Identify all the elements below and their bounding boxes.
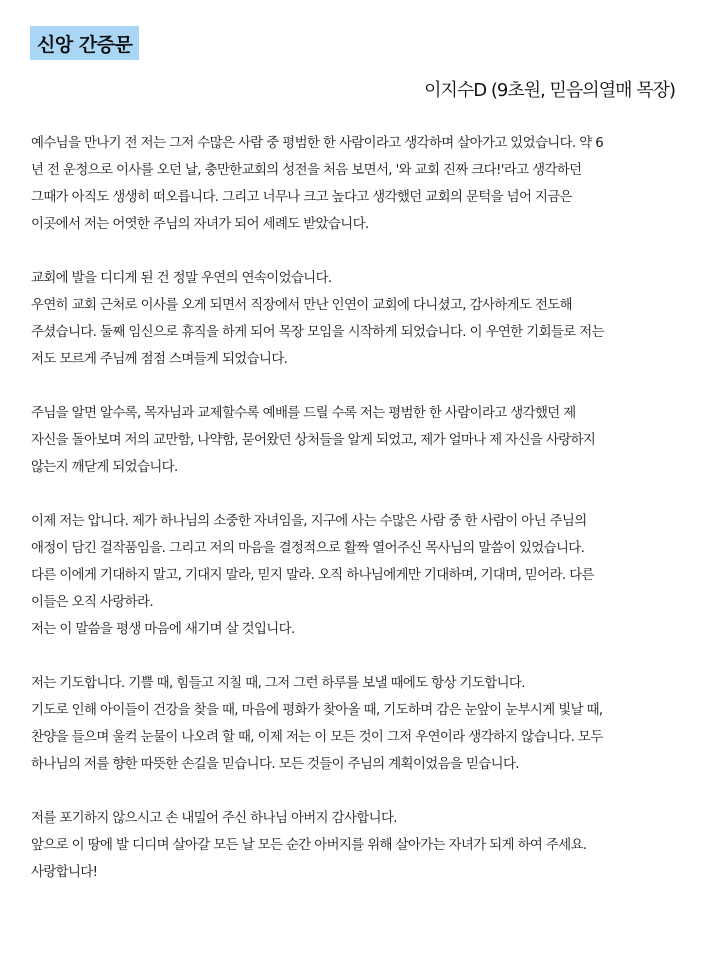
text-line: 그때가 아직도 생생히 떠오릅니다. 그리고 너무나 크고 높다고 생각했던 교회의 문턱을 넘어 지금은: [31, 190, 572, 205]
text-line: 저를 포기하지 않으시고 손 내밀어 주신 하나님 아버지 감사합니다.: [31, 811, 397, 826]
author-byline: 이지수D (9초원, 믿음의열매 목장): [424, 80, 675, 101]
text-line: 교회에 발을 디디게 된 건 정말 우연의 연속이었습니다.: [31, 271, 332, 286]
text-line: 사랑합니다!: [31, 865, 98, 880]
paragraph-6: [31, 805, 676, 886]
text-line: 예수님을 만나기 전 저는 그저 수많은 사람 중 평범한 한 사람이라고 생각하며 살아가고 있었습니다. 약 6: [31, 136, 604, 151]
text-line: 않는지 깨닫게 되었습니다.: [31, 460, 178, 475]
paragraph-2: [31, 265, 676, 373]
text-line: 년 전 운정으로 이사를 오던 날, 충만한교회의 성전을 처음 보면서, '와 교회 진짜 크다!'라고 생각하던: [31, 163, 582, 178]
paragraph-1: [31, 130, 676, 238]
text-line: 하나님의 저를 향한 따뜻한 손길을 믿습니다. 모든 것들이 주님의 계획이었음을 믿습니다.: [31, 757, 519, 772]
text-line: 주셨습니다. 둘째 임신으로 휴직을 하게 되어 목장 모임을 시작하게 되었습니다. 이 우연한 기회들로 저는: [31, 325, 604, 340]
paragraph-3: [31, 400, 676, 481]
text-line: 자신을 돌아보며 저의 교만함, 나약함, 묻어왔던 상처들을 알게 되었고, 제가 얼마나 제 자신을 사랑하지: [31, 433, 596, 448]
text-line: 찬양을 들으며 울컥 눈물이 나오려 할 때, 이제 저는 이 모든 것이 그저 우연이라 생각하지 않습니다. 모두: [31, 730, 603, 745]
text-line: 애정이 담긴 걸작품임을. 그리고 저의 마음을 결정적으로 활짝 열어주신 목사님의 말씀이 있었습니다.: [31, 541, 585, 556]
testimony-body: [31, 130, 676, 913]
paragraph-4: [31, 508, 676, 643]
text-line: 저는 이 말씀을 평생 마음에 새기며 살 것입니다.: [31, 622, 295, 637]
text-line: 주님을 알면 알수록, 목자님과 교제할수록 예배를 드릴 수록 저는 평범한 한 사람이라고 생각했던 제: [31, 406, 576, 421]
text-line: 앞으로 이 땅에 발 디디며 살아갈 모든 날 모든 순간 아버지를 위해 살아가는 자녀가 되게 하여 주세요.: [31, 838, 587, 853]
page-title: 신앙 간증문: [30, 26, 139, 60]
paragraph-5: [31, 670, 676, 778]
text-line: 기도로 인해 아이들이 건강을 찾을 때, 마음에 평화가 찾아올 때, 기도하며 감은 눈앞이 눈부시게 빛날 때,: [31, 703, 603, 718]
text-line: 이곳에서 저는 어엿한 주님의 자녀가 되어 세례도 받았습니다.: [31, 217, 369, 232]
text-line: 다른 이에게 기대하지 말고, 기대지 말라, 믿지 말라. 오직 하나님에게만 기대하며, 기대며, 믿어라. 다른: [31, 568, 594, 583]
text-line: 우연히 교회 근처로 이사를 오게 되면서 직장에서 만난 인연이 교회에 다니셨고, 감사하게도 전도해: [31, 298, 572, 313]
text-line: 이들은 오직 사랑하라.: [31, 595, 153, 610]
text-line: 이제 저는 압니다. 제가 하나님의 소중한 자녀임을, 지구에 사는 수많은 사람 중 한 사람이 아닌 주님의: [31, 514, 587, 529]
text-line: 저는 기도합니다. 기쁠 때, 힘들고 지칠 때, 그저 그런 하루를 보낼 때에도 항상 기도합니다.: [31, 676, 525, 691]
text-line: 저도 모르게 주님께 점점 스며들게 되었습니다.: [31, 352, 288, 367]
